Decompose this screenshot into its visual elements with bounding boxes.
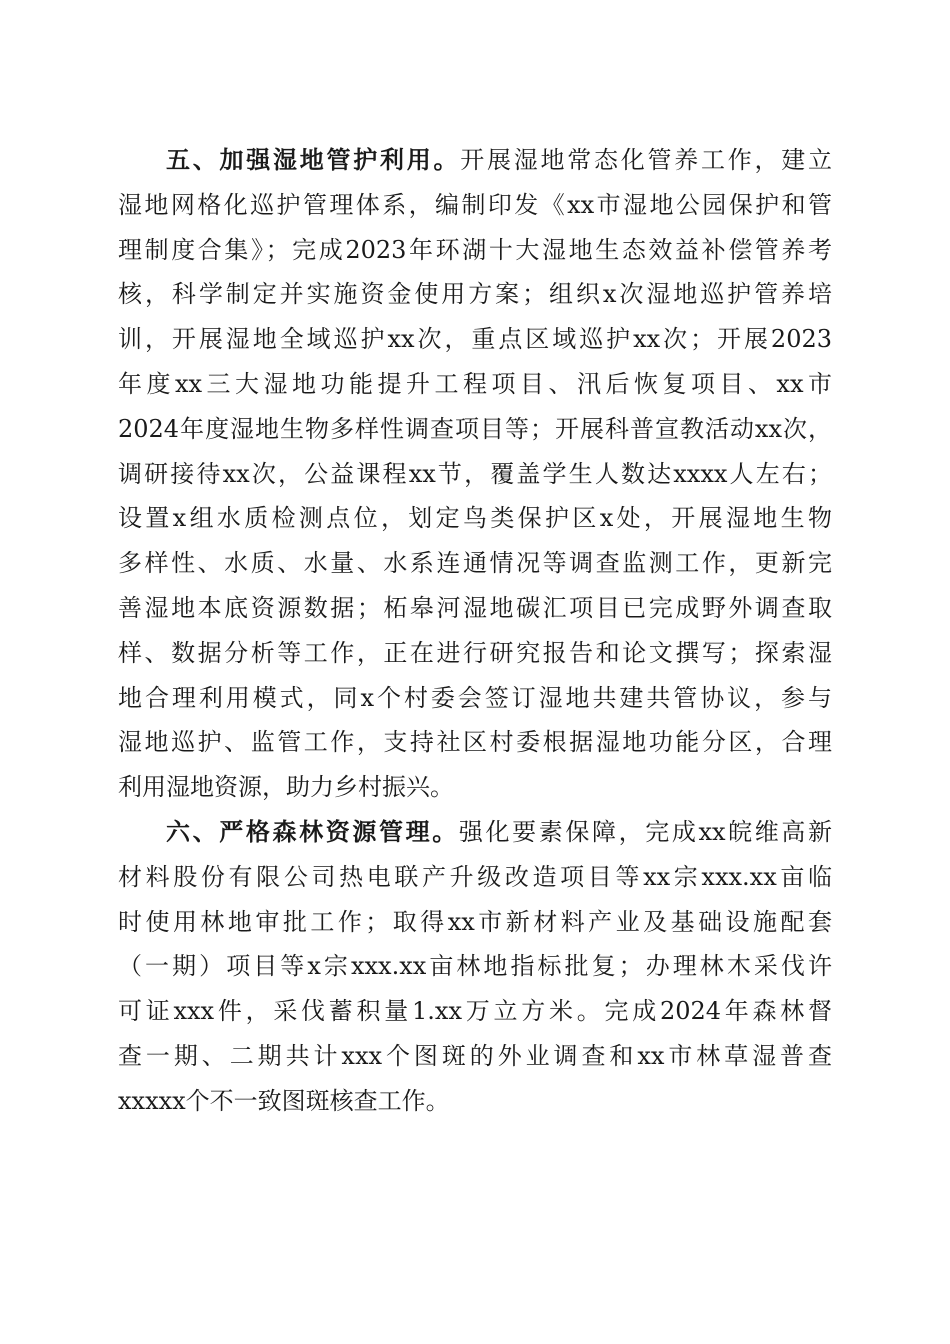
paragraph-line: 理制度合集》；完成2023年环湖十大湿地生态效益补偿管养考 [118, 235, 832, 264]
paragraph-line: （一期）项目等x宗xxx.xx亩林地指标批复；办理林木采伐许 [118, 952, 832, 981]
paragraph-line: 年度xx三大湿地功能提升工程项目、汛后恢复项目、xx市 [118, 369, 832, 398]
paragraph-line: 时使用林地审批工作；取得xx市新材料产业及基础设施配套 [118, 907, 832, 936]
paragraph-text: 强化要素保障，完成xx皖维高新 [458, 817, 832, 846]
paragraph-line: 设置x组水质检测点位，划定鸟类保护区x处，开展湿地生物 [118, 504, 832, 533]
section-heading-forest: 六、严格森林资源管理。 [166, 817, 459, 846]
paragraph-line: 查一期、二期共计xxx个图斑的外业调查和xx市林草湿普查 [118, 1041, 832, 1070]
document-body [118, 138, 832, 1124]
paragraph-line: 地合理利用模式，同x个村委会签订湿地共建共管协议，参与 [118, 683, 832, 712]
paragraph-line: 训，开展湿地全域巡护xx次，重点区域巡护xx次；开展2023 [118, 325, 832, 354]
paragraph-line [118, 138, 832, 183]
paragraph-line: 核，科学制定并实施资金使用方案；组织x次湿地巡护管养培 [118, 280, 832, 309]
paragraph-line: 湿地巡护、监管工作，支持社区村委根据湿地功能分区，合理 [118, 728, 832, 757]
paragraph-line: 湿地网格化巡护管理体系，编制印发《xx市湿地公园保护和管 [118, 190, 832, 219]
paragraph-line: 可证xxx件，采伐蓄积量1.xx万立方米。完成2024年森林督 [118, 997, 832, 1026]
paragraph-line: 材料股份有限公司热电联产升级改造项目等xx宗xxx.xx亩临 [118, 862, 832, 891]
paragraph-text: 开展湿地常态化管养工作，建立 [460, 146, 832, 174]
section-heading-wetland: 五、加强湿地管护利用。 [166, 146, 461, 174]
paragraph-line: 样、数据分析等工作，正在进行研究报告和论文撰写；探索湿 [118, 638, 832, 667]
paragraph-line: 2024年度湿地生物多样性调查项目等；开展科普宣教活动xx次， [118, 414, 832, 443]
paragraph-line: xxxxx个不一致图斑核查工作。 [118, 1086, 450, 1115]
paragraph-line: 调研接待xx次，公益课程xx节，覆盖学生人数达xxxx人左右； [118, 459, 832, 488]
paragraph-line [118, 810, 832, 855]
paragraph-line: 利用湿地资源，助力乡村振兴。 [118, 773, 454, 802]
paragraph-line: 多样性、水质、水量、水系连通情况等调查监测工作，更新完 [118, 549, 832, 578]
paragraph-line: 善湿地本底资源数据；柘皋河湿地碳汇项目已完成野外调查取 [118, 593, 832, 622]
